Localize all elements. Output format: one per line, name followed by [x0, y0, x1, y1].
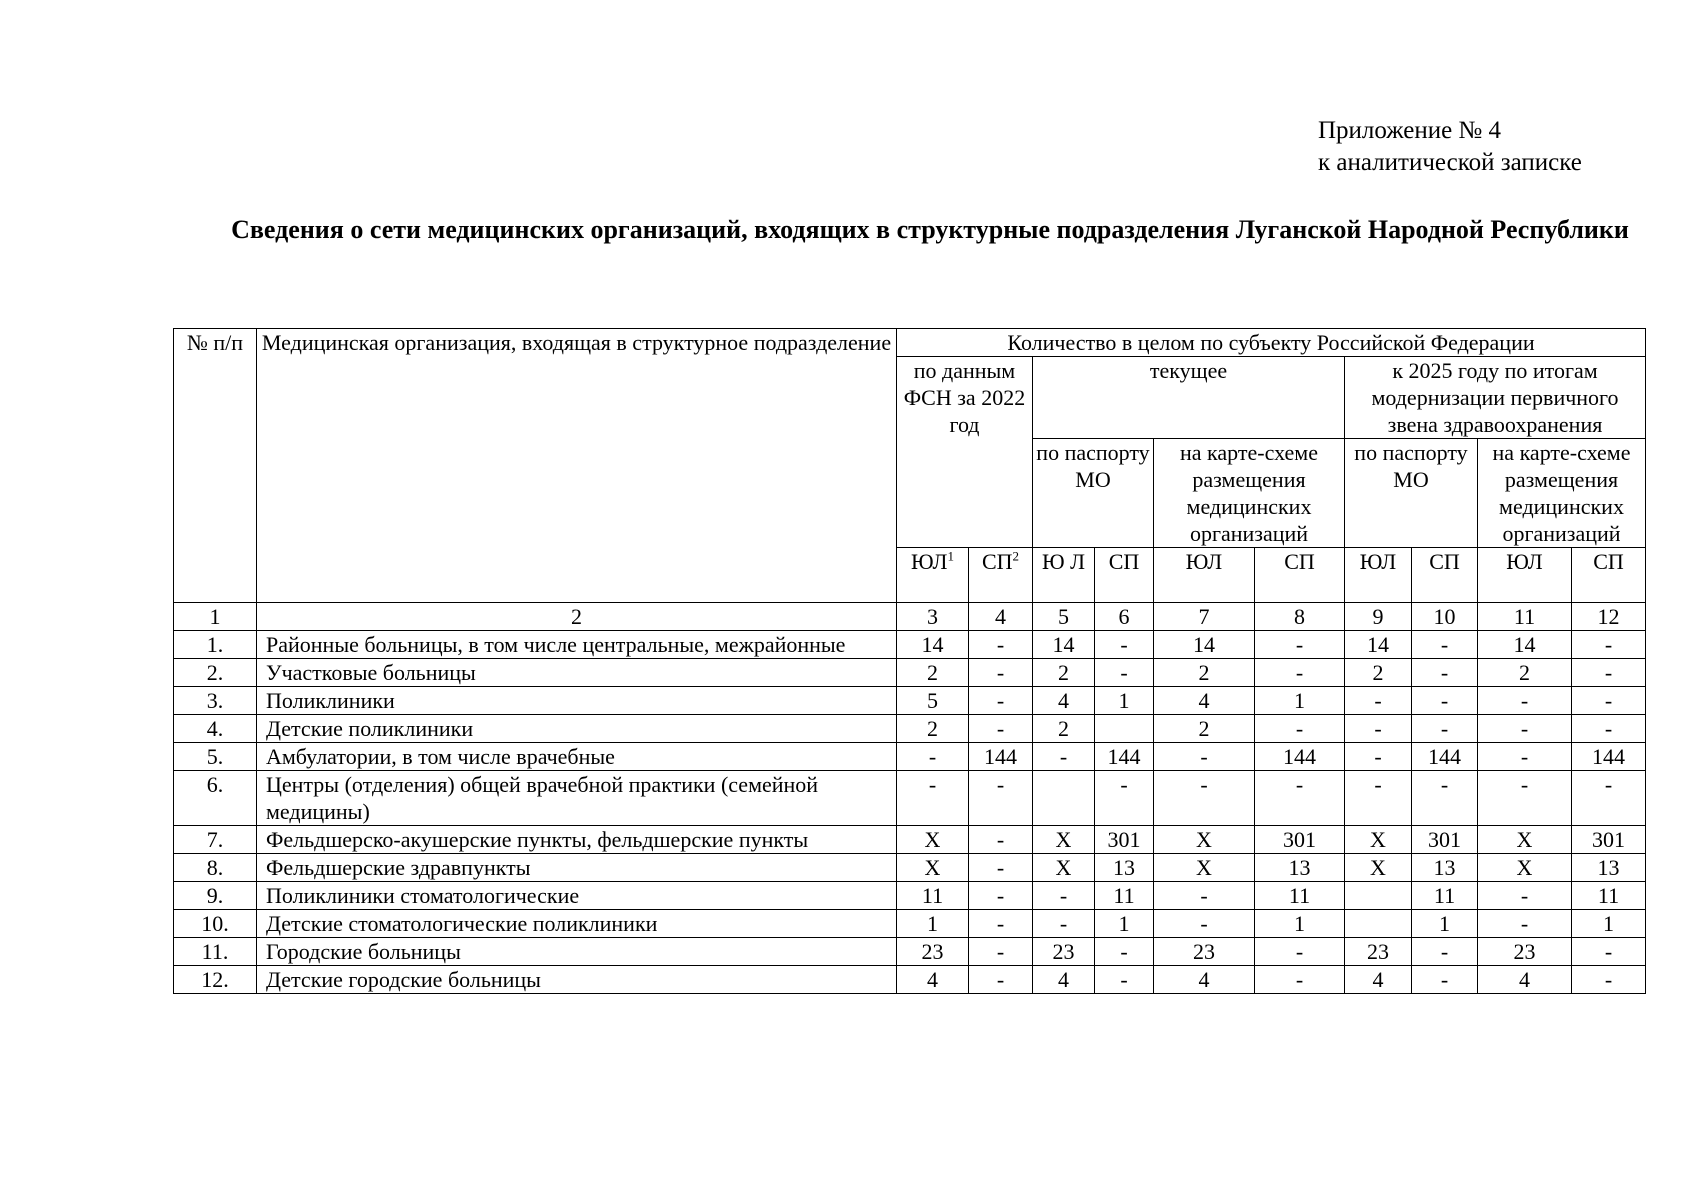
- column-number-cell: 2: [257, 603, 897, 631]
- header-organization: Медицинская организация, входящая в структурное подразделение: [257, 329, 897, 603]
- header-yul-passport-2025: ЮЛ: [1345, 548, 1412, 603]
- value-cell: 11: [897, 882, 969, 910]
- value-cell: -: [1095, 631, 1154, 659]
- value-cell: -: [1255, 938, 1345, 966]
- value-cell: -: [1033, 910, 1095, 938]
- organization-type: Амбулатории, в том числе врачебные: [257, 743, 897, 771]
- value-cell: 2: [1154, 659, 1255, 687]
- value-cell: -: [897, 771, 969, 826]
- header-2025: к 2025 году по итогам модернизации первичного звена здравоохранения: [1345, 357, 1646, 439]
- value-cell: -: [1412, 687, 1478, 715]
- value-cell: -: [1572, 687, 1646, 715]
- value-cell: -: [1095, 966, 1154, 994]
- header-sp-fsn: $СП^2$: [969, 548, 1033, 603]
- value-cell: -: [1033, 882, 1095, 910]
- value-cell: -: [969, 938, 1033, 966]
- value-cell: 11: [1095, 882, 1154, 910]
- document-title: Сведения о сети медицинских организаций, входящих в структурные подразделения Луганской Народной Республики: [231, 215, 1629, 244]
- organization-type: Поликлиники: [257, 687, 897, 715]
- appendix-line-1: Приложение № 4: [1318, 117, 1502, 144]
- value-cell: -: [1572, 771, 1646, 826]
- value-cell: 1: [897, 910, 969, 938]
- value-cell: -: [969, 882, 1033, 910]
- value-cell: -: [1154, 743, 1255, 771]
- value-cell: -: [1255, 631, 1345, 659]
- value-cell: 14: [1154, 631, 1255, 659]
- table-row: [174, 882, 1646, 910]
- organization-type: Детские стоматологические поликлиники: [257, 910, 897, 938]
- value-cell: -: [1478, 910, 1572, 938]
- value-cell: -: [1572, 659, 1646, 687]
- value-cell: -: [1255, 771, 1345, 826]
- value-cell: -: [1095, 771, 1154, 826]
- value-cell: 13: [1412, 854, 1478, 882]
- header-number: № п/п: [174, 329, 257, 603]
- value-cell: 14: [1345, 631, 1412, 659]
- organization-type: Детские городские больницы: [257, 966, 897, 994]
- value-cell: 2: [1345, 659, 1412, 687]
- value-cell: 23: [1478, 938, 1572, 966]
- header-yul-map-2025: ЮЛ: [1478, 548, 1572, 603]
- header-total: Количество в целом по субъекту Российской Федерации: [897, 329, 1646, 357]
- row-number: 12.: [174, 966, 257, 994]
- table-row: [174, 743, 1646, 771]
- value-cell: -: [969, 631, 1033, 659]
- value-cell: -: [1478, 771, 1572, 826]
- value-cell: 1: [1095, 910, 1154, 938]
- organization-type: Центры (отделения) общей врачебной практики (семейной медицины): [257, 771, 897, 826]
- header-yul-passport: Ю Л: [1033, 548, 1095, 603]
- value-cell: -: [1255, 966, 1345, 994]
- row-number: 1.: [174, 631, 257, 659]
- value-cell: -: [1412, 966, 1478, 994]
- column-number-cell: 8: [1255, 603, 1345, 631]
- value-cell: -: [969, 659, 1033, 687]
- value-cell: 2: [1033, 715, 1095, 743]
- value-cell: X: [1154, 826, 1255, 854]
- value-cell: -: [1345, 715, 1412, 743]
- column-number-cell: 1: [174, 603, 257, 631]
- column-number-cell: 5: [1033, 603, 1095, 631]
- value-cell: 11: [1572, 882, 1646, 910]
- header-map-2025: на карте-схеме размещения медицинских организаций: [1478, 439, 1646, 548]
- row-number: 5.: [174, 743, 257, 771]
- organization-type: Участковые больницы: [257, 659, 897, 687]
- column-number-cell: 6: [1095, 603, 1154, 631]
- organization-type: Фельдшерские здравпункты: [257, 854, 897, 882]
- row-number: 10.: [174, 910, 257, 938]
- table-row: [174, 826, 1646, 854]
- value-cell: X: [897, 826, 969, 854]
- table-row: [174, 771, 1646, 826]
- organization-type: Городские больницы: [257, 938, 897, 966]
- table-row: [174, 715, 1646, 743]
- value-cell: 13: [1255, 854, 1345, 882]
- table-row: [174, 938, 1646, 966]
- header-passport-current: по паспорту МО: [1033, 439, 1154, 548]
- header-current: текущее: [1033, 357, 1345, 439]
- table-row: [174, 659, 1646, 687]
- value-cell: -: [1255, 715, 1345, 743]
- value-cell: 13: [1572, 854, 1646, 882]
- value-cell: -: [1154, 771, 1255, 826]
- value-cell: 4: [1154, 966, 1255, 994]
- header-yul-fsn: $ЮЛ^1$: [897, 548, 969, 603]
- row-number: 3.: [174, 687, 257, 715]
- value-cell: 23: [1033, 938, 1095, 966]
- value-cell: 2: [1478, 659, 1572, 687]
- row-number: 6.: [174, 771, 257, 826]
- organization-type: Фельдшерско-акушерские пункты, фельдшерские пункты: [257, 826, 897, 854]
- value-cell: 4: [1478, 966, 1572, 994]
- value-cell: 301: [1412, 826, 1478, 854]
- header-sp-passport-2025: СП: [1412, 548, 1478, 603]
- value-cell: 1: [1255, 910, 1345, 938]
- value-cell: 2: [897, 715, 969, 743]
- value-cell: -: [1412, 659, 1478, 687]
- value-cell: [1345, 910, 1412, 938]
- value-cell: -: [969, 687, 1033, 715]
- value-cell: -: [1572, 715, 1646, 743]
- value-cell: 144: [1572, 743, 1646, 771]
- value-cell: 144: [1412, 743, 1478, 771]
- value-cell: -: [969, 966, 1033, 994]
- value-cell: 2: [897, 659, 969, 687]
- value-cell: -: [1412, 938, 1478, 966]
- value-cell: 5: [897, 687, 969, 715]
- column-number-cell: 3: [897, 603, 969, 631]
- value-cell: 11: [1255, 882, 1345, 910]
- value-cell: 11: [1412, 882, 1478, 910]
- header-fsn-2022: по данным ФСН за 2022 год: [897, 357, 1033, 548]
- value-cell: -: [969, 826, 1033, 854]
- appendix-note: [1318, 115, 1582, 179]
- value-cell: 144: [1255, 743, 1345, 771]
- table-row: [174, 910, 1646, 938]
- value-cell: -: [897, 743, 969, 771]
- value-cell: X: [1478, 854, 1572, 882]
- value-cell: 2: [1154, 715, 1255, 743]
- row-number: 9.: [174, 882, 257, 910]
- header-sp-map: СП: [1255, 548, 1345, 603]
- value-cell: 14: [897, 631, 969, 659]
- value-cell: 4: [897, 966, 969, 994]
- column-number-cell: 10: [1412, 603, 1478, 631]
- value-cell: -: [1154, 910, 1255, 938]
- header-yul-map: ЮЛ: [1154, 548, 1255, 603]
- value-cell: -: [969, 854, 1033, 882]
- row-number: 8.: [174, 854, 257, 882]
- value-cell: 301: [1572, 826, 1646, 854]
- value-cell: 1: [1572, 910, 1646, 938]
- appendix-line-2: к аналитической записке: [1318, 149, 1582, 176]
- value-cell: -: [1255, 659, 1345, 687]
- row-number: 4.: [174, 715, 257, 743]
- value-cell: -: [1095, 938, 1154, 966]
- value-cell: X: [1345, 826, 1412, 854]
- value-cell: 4: [1033, 687, 1095, 715]
- value-cell: -: [1412, 771, 1478, 826]
- value-cell: 23: [1154, 938, 1255, 966]
- table-row: [174, 854, 1646, 882]
- value-cell: 1: [1412, 910, 1478, 938]
- value-cell: X: [897, 854, 969, 882]
- value-cell: 4: [1033, 966, 1095, 994]
- value-cell: -: [1478, 687, 1572, 715]
- value-cell: -: [1572, 631, 1646, 659]
- value-cell: 301: [1095, 826, 1154, 854]
- value-cell: -: [1572, 938, 1646, 966]
- value-cell: -: [1478, 882, 1572, 910]
- header-sp-map-2025: СП: [1572, 548, 1646, 603]
- row-number: 7.: [174, 826, 257, 854]
- value-cell: -: [1345, 743, 1412, 771]
- column-number-cell: 4: [969, 603, 1033, 631]
- value-cell: 144: [969, 743, 1033, 771]
- header-sp-passport: СП: [1095, 548, 1154, 603]
- organization-type: Районные больницы, в том числе центральные, межрайонные: [257, 631, 897, 659]
- value-cell: -: [1154, 882, 1255, 910]
- value-cell: 144: [1095, 743, 1154, 771]
- value-cell: 1: [1095, 687, 1154, 715]
- value-cell: 23: [897, 938, 969, 966]
- column-number-cell: 9: [1345, 603, 1412, 631]
- value-cell: X: [1345, 854, 1412, 882]
- value-cell: 4: [1154, 687, 1255, 715]
- value-cell: -: [1572, 966, 1646, 994]
- column-number-cell: 11: [1478, 603, 1572, 631]
- value-cell: -: [969, 910, 1033, 938]
- row-number: 11.: [174, 938, 257, 966]
- column-number-cell: 12: [1572, 603, 1646, 631]
- value-cell: -: [1412, 715, 1478, 743]
- table-row: [174, 687, 1646, 715]
- organization-type: Поликлиники стоматологические: [257, 882, 897, 910]
- value-cell: X: [1033, 854, 1095, 882]
- header-passport-2025: по паспорту МО: [1345, 439, 1478, 548]
- column-number-cell: 7: [1154, 603, 1255, 631]
- value-cell: -: [1478, 743, 1572, 771]
- organization-type: Детские поликлиники: [257, 715, 897, 743]
- value-cell: 23: [1345, 938, 1412, 966]
- value-cell: 13: [1095, 854, 1154, 882]
- value-cell: -: [1478, 715, 1572, 743]
- value-cell: 1: [1255, 687, 1345, 715]
- value-cell: -: [1095, 659, 1154, 687]
- value-cell: X: [1478, 826, 1572, 854]
- header-row-1: [174, 329, 1646, 357]
- header-map-current: на карте-схеме размещения медицинских организаций: [1154, 439, 1345, 548]
- value-cell: 14: [1033, 631, 1095, 659]
- value-cell: -: [969, 771, 1033, 826]
- column-number-row: [174, 603, 1646, 631]
- medical-organizations-table: [173, 328, 1646, 994]
- value-cell: 301: [1255, 826, 1345, 854]
- value-cell: [1345, 882, 1412, 910]
- row-number: 2.: [174, 659, 257, 687]
- value-cell: -: [969, 715, 1033, 743]
- value-cell: [1095, 715, 1154, 743]
- value-cell: -: [1345, 771, 1412, 826]
- value-cell: -: [1345, 687, 1412, 715]
- value-cell: -: [1033, 743, 1095, 771]
- value-cell: X: [1033, 826, 1095, 854]
- table-row: [174, 631, 1646, 659]
- value-cell: X: [1154, 854, 1255, 882]
- value-cell: 4: [1345, 966, 1412, 994]
- value-cell: [1033, 771, 1095, 826]
- value-cell: 2: [1033, 659, 1095, 687]
- value-cell: -: [1412, 631, 1478, 659]
- table-row: [174, 966, 1646, 994]
- value-cell: 14: [1478, 631, 1572, 659]
